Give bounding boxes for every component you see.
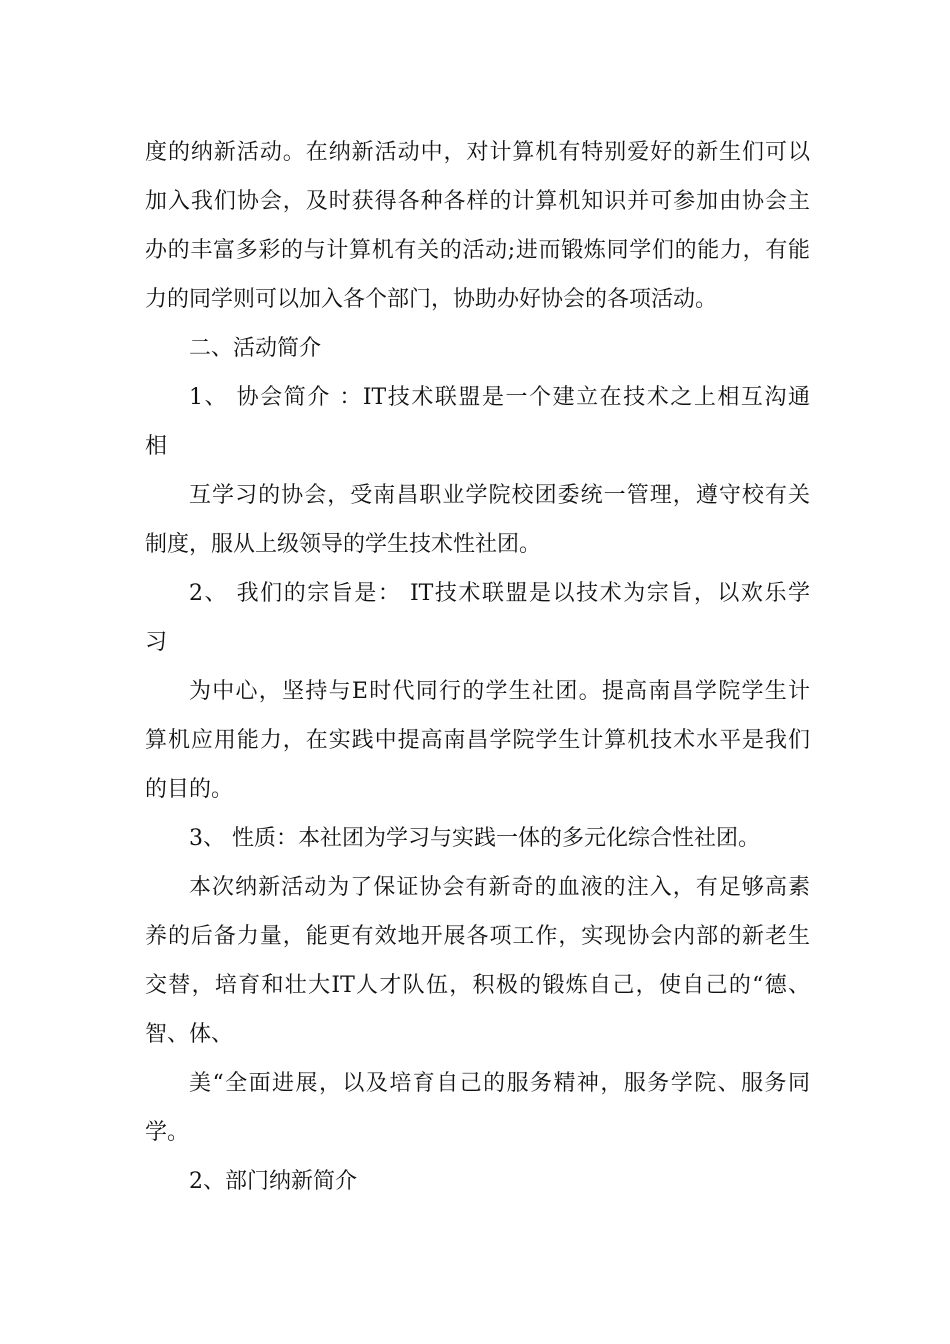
- paragraph-line: 交替，培育和壮大IT人才队伍，积极的锻炼自己，使自己的“德、: [145, 973, 810, 998]
- document-body: [145, 128, 810, 1206]
- paragraph-line: 制度，服从上级领导的学生技术性社团。: [145, 532, 542, 557]
- paragraph-line: 美“全面进展，以及培育自己的服务精神，服务学院、服务同: [189, 1071, 810, 1096]
- paragraph-line: 本次纳新活动为了保证协会有新奇的血液的注入，有足够高素: [189, 875, 810, 900]
- section-heading: 2、部门纳新简介: [189, 1169, 357, 1194]
- paragraph-line: 互学习的协会，受南昌职业学院校团委统一管理，遵守校有关: [189, 483, 810, 508]
- paragraph-line: 养的后备力量，能更有效地开展各项工作，实现协会内部的新老生: [145, 924, 810, 949]
- paragraph-line: 学。: [145, 1120, 190, 1145]
- paragraph-line: 1、 协会简介 ：IT技术联盟是一个建立在技术之上相互沟通: [189, 385, 810, 410]
- paragraph-line: 2、 我们的宗旨是： IT技术联盟是以技术为宗旨，以欢乐学: [189, 581, 810, 606]
- paragraph-line: 力的同学则可以加入各个部门，协助办好协会的各项活动。: [145, 287, 718, 312]
- section-heading: 二、活动简介: [189, 336, 322, 361]
- paragraph-line: 算机应用能力，在实践中提高南昌学院学生计算机技术水平是我们: [145, 728, 810, 753]
- paragraph-line: 加入我们协会，及时获得各种各样的计算机知识并可参加由协会主: [145, 189, 810, 214]
- paragraph-line: 相: [145, 434, 168, 459]
- paragraph-line: 习: [145, 630, 168, 655]
- paragraph-line: 办的丰富多彩的与计算机有关的活动;进而锻炼同学们的能力，有能: [145, 238, 810, 263]
- paragraph-line: 智、体、: [145, 1022, 234, 1047]
- paragraph-line: 3、 性质：本社团为学习与实践一体的多元化综合性社团。: [189, 826, 760, 851]
- paragraph-line: 的目的。: [145, 777, 234, 802]
- paragraph-line: 为中心，坚持与E时代同行的学生社团。提高南昌学院学生计: [189, 679, 810, 704]
- paragraph-line: 度的纳新活动。在纳新活动中，对计算机有特别爱好的新生们可以: [145, 140, 810, 165]
